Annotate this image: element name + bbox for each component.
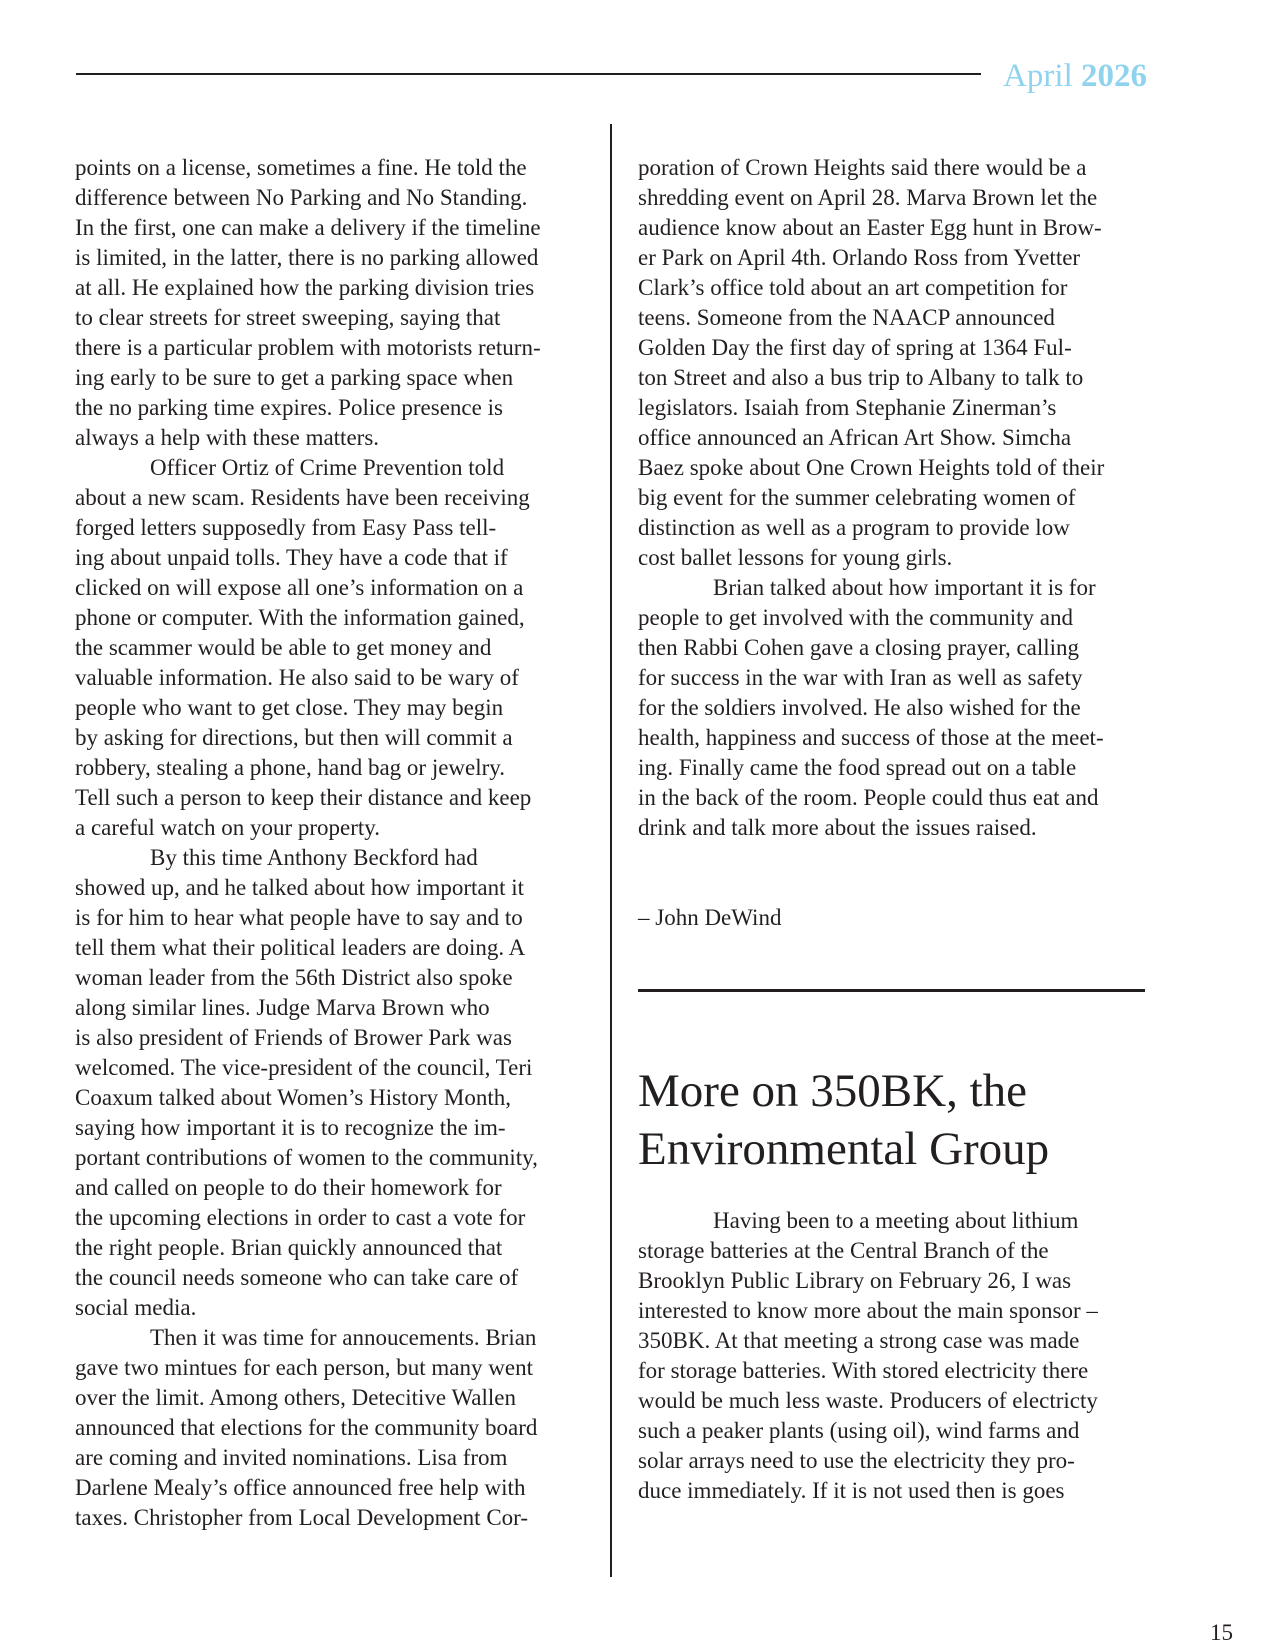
text-line: social media. [75, 1295, 197, 1320]
text-line: is limited, in the latter, there is no parking allowed [75, 245, 539, 270]
text-line: are coming and invited nominations. Lisa from [75, 1445, 508, 1470]
text-line: gave two mintues for each person, but many went [75, 1355, 533, 1380]
text-line: Tell such a person to keep their distance and keep [75, 785, 532, 810]
text-line: office announced an African Art Show. Simcha [638, 425, 1072, 450]
issue-month: April [1003, 58, 1073, 94]
text-line: poration of Crown Heights said there would be a [638, 155, 1087, 180]
text-line: there is a particular problem with motorists return- [75, 335, 541, 360]
text-line: distinction as well as a program to provide low [638, 515, 1070, 540]
page-number: 15 [1210, 1620, 1233, 1645]
text-line: the upcoming elections in order to cast a vote for [75, 1205, 526, 1230]
text-line: ing early to be sure to get a parking space when [75, 365, 514, 390]
text-line: portant contributions of women to the community, [75, 1145, 538, 1170]
headline-line: More on 350BK, the [638, 1065, 1028, 1117]
text-line: forged letters supposedly from Easy Pass tell- [75, 515, 497, 540]
byline: – John DeWind [638, 905, 782, 930]
text-line: is for him to hear what people have to say and to [75, 905, 523, 930]
text-line: for storage batteries. With stored electricity there [638, 1358, 1089, 1383]
text-line: By this time Anthony Beckford had [150, 845, 478, 870]
paragraph [75, 153, 585, 453]
column-divider [610, 124, 612, 1577]
text-line: Clark’s office told about an art competition for [638, 275, 1068, 300]
left-column [75, 153, 585, 1533]
text-line: big event for the summer celebrating women of [638, 485, 1076, 510]
text-line: always a help with these matters. [75, 425, 380, 450]
text-line: taxes. Christopher from Local Development Cor- [75, 1505, 529, 1530]
text-line: Baez spoke about One Crown Heights told of their [638, 455, 1105, 480]
text-line: Having been to a meeting about lithium [713, 1208, 1079, 1233]
text-line: a careful watch on your property. [75, 815, 381, 840]
text-line: along similar lines. Judge Marva Brown who [75, 995, 490, 1020]
text-line: health, happiness and success of those at the meet- [638, 725, 1104, 750]
paragraph [75, 843, 585, 1323]
text-line: is also president of Friends of Brower Park was [75, 1025, 512, 1050]
text-line: audience know about an Easter Egg hunt in Brow- [638, 215, 1102, 240]
text-line: then Rabbi Cohen gave a closing prayer, calling [638, 635, 1080, 660]
text-line: In the first, one can make a delivery if the timeline [75, 215, 541, 240]
text-line: storage batteries at the Central Branch of the [638, 1238, 1049, 1263]
text-line: in the back of the room. People could thus eat and [638, 785, 1099, 810]
text-line: robbery, stealing a phone, hand bag or jewelry. [75, 755, 506, 780]
header-rule [76, 73, 981, 75]
text-line: phone or computer. With the information gained, [75, 605, 525, 630]
text-line: over the limit. Among others, Detecitive Wallen [75, 1385, 517, 1410]
text-line: about a new scam. Residents have been receiving [75, 485, 530, 510]
paragraph [75, 453, 585, 843]
section-rule [638, 989, 1145, 992]
text-line: would be much less waste. Producers of electricty [638, 1388, 1098, 1413]
text-line: at all. He explained how the parking division tries [75, 275, 535, 300]
paragraph [75, 1323, 585, 1533]
text-line: cost ballet lessons for young girls. [638, 545, 953, 570]
right-column [638, 153, 1148, 1506]
text-line: people who want to get close. They may begin [75, 695, 504, 720]
text-line: clicked on will expose all one’s information on a [75, 575, 524, 600]
text-line: tell them what their political leaders are doing. A [75, 935, 526, 960]
text-line: woman leader from the 56th District also spoke [75, 965, 513, 990]
paragraph [638, 1206, 1148, 1506]
text-line: legislators. Isaiah from Stephanie Zinerman’s [638, 395, 1057, 420]
text-line: solar arrays need to use the electricity they pro- [638, 1448, 1075, 1473]
text-line: Brian talked about how important it is for [713, 575, 1096, 600]
text-line: saying how important it is to recognize the im- [75, 1115, 506, 1140]
text-line: the right people. Brian quickly announced that [75, 1235, 503, 1260]
text-line: by asking for directions, but then will commit a [75, 725, 513, 750]
text-line: drink and talk more about the issues raised. [638, 815, 1037, 840]
text-line: Then it was time for annoucements. Brian [150, 1325, 537, 1350]
article-headline [638, 1062, 1148, 1178]
text-line: Officer Ortiz of Crime Prevention told [150, 455, 505, 480]
article-continuation [638, 153, 1148, 843]
text-line: such a peaker plants (using oil), wind farms and [638, 1418, 1080, 1443]
text-line: duce immediately. If it is not used then is goes [638, 1478, 1065, 1503]
text-line: Brooklyn Public Library on February 26, I was [638, 1268, 1072, 1293]
text-line: to clear streets for street sweeping, saying that [75, 305, 501, 330]
text-line: ton Street and also a bus trip to Albany to talk to [638, 365, 1084, 390]
text-line: teens. Someone from the NAACP announced [638, 305, 1055, 330]
text-line: the no parking time expires. Police presence is [75, 395, 503, 420]
text-line: er Park on April 4th. Orlando Ross from Yvetter [638, 245, 1081, 270]
text-line: ing. Finally came the food spread out on a table [638, 755, 1077, 780]
text-line: Golden Day the first day of spring at 1364 Ful- [638, 335, 1072, 360]
text-line: 350BK. At that meeting a strong case was made [638, 1328, 1080, 1353]
text-line: interested to know more about the main sponsor – [638, 1298, 1098, 1323]
text-line: the council needs someone who can take care of [75, 1265, 519, 1290]
text-line: the scammer would be able to get money and [75, 635, 492, 660]
paragraph [638, 573, 1148, 843]
text-line: Coaxum talked about Women’s History Month, [75, 1085, 511, 1110]
headline-line: Environmental Group [638, 1123, 1050, 1175]
issue-date [1003, 56, 1147, 96]
text-line: ing about unpaid tolls. They have a code that if [75, 545, 508, 570]
article-body [638, 1206, 1148, 1506]
text-line: announced that elections for the community board [75, 1415, 538, 1440]
text-line: for success in the war with Iran as well as safety [638, 665, 1083, 690]
text-line: valuable information. He also said to be wary of [75, 665, 519, 690]
issue-year: 2026 [1081, 58, 1147, 94]
text-line: showed up, and he talked about how important it [75, 875, 525, 900]
text-line: for the soldiers involved. He also wished for the [638, 695, 1081, 720]
text-line: and called on people to do their homework for [75, 1175, 502, 1200]
text-line: difference between No Parking and No Standing. [75, 185, 528, 210]
text-line: points on a license, sometimes a fine. He told the [75, 155, 527, 180]
paragraph [638, 153, 1148, 573]
text-line: people to get involved with the community and [638, 605, 1074, 630]
text-line: welcomed. The vice-president of the council, Teri [75, 1055, 533, 1080]
text-line: shredding event on April 28. Marva Brown let the [638, 185, 1098, 210]
text-line: Darlene Mealy’s office announced free help with [75, 1475, 526, 1500]
